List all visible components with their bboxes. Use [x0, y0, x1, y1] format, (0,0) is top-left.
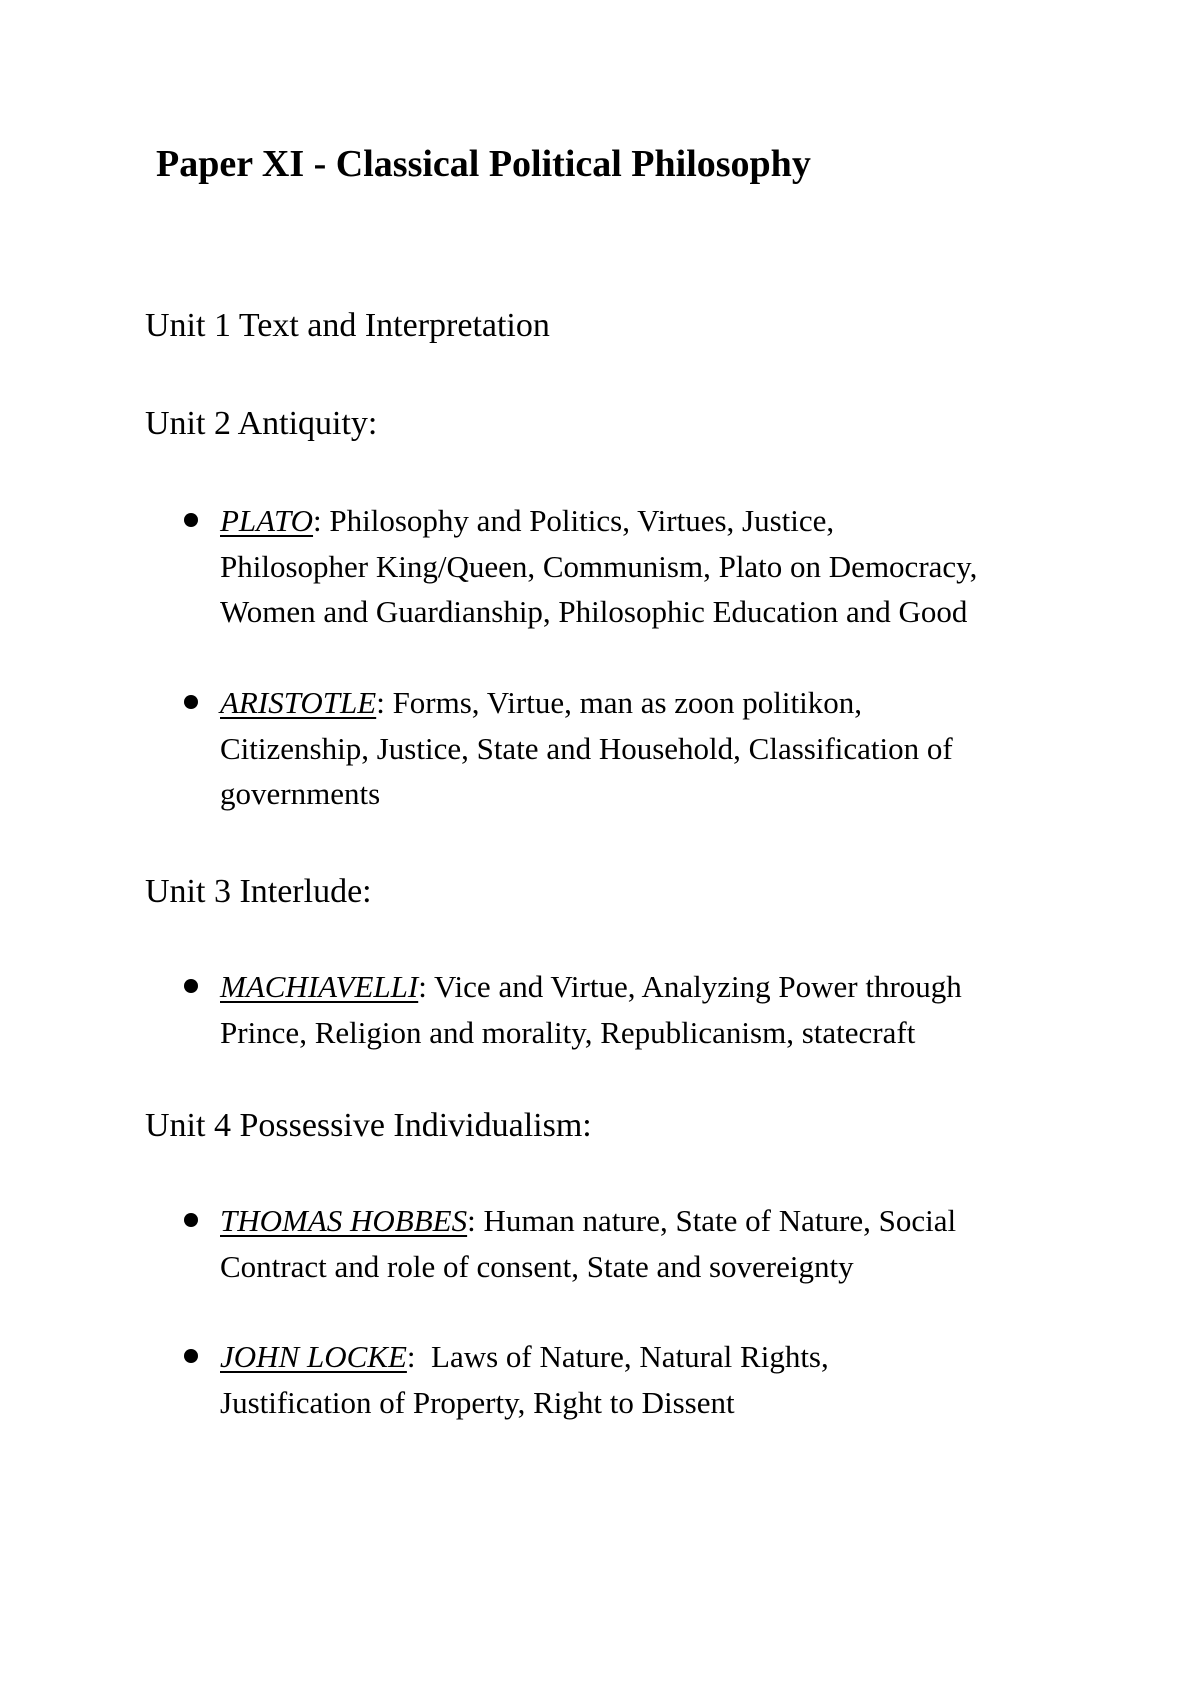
page-title: Paper XI - Classical Political Philosophy: [156, 143, 811, 185]
bullet-icon: [184, 695, 198, 709]
bullet-icon: [184, 1349, 198, 1363]
philosopher-name: ARISTOTLE: [220, 685, 377, 720]
philosopher-name: PLATO: [220, 503, 314, 538]
list-item-text: ARISTOTLE: Forms, Virtue, man as zoon politikon, Citizenship, Justice, State and Household, Classification of governments: [220, 685, 953, 811]
philosopher-name: THOMAS HOBBES: [220, 1203, 468, 1238]
unit-4-heading: Unit 4 Possessive Individualism:: [145, 1107, 592, 1144]
list-item-locke: [184, 1334, 1064, 1425]
bullet-icon: [184, 1213, 198, 1227]
unit-2-heading: Unit 2 Antiquity:: [145, 405, 378, 442]
list-item-text: JOHN LOCKE: Laws of Nature, Natural Rights, Justification of Property, Right to Dissent: [220, 1339, 829, 1420]
list-item-text: THOMAS HOBBES: Human nature, State of Nature, Social Contract and role of consent, State and sovereignty: [220, 1203, 957, 1284]
philosopher-name: MACHIAVELLI: [220, 969, 419, 1004]
philosopher-name: JOHN LOCKE: [220, 1339, 407, 1374]
list-item-machiavelli: [184, 964, 1064, 1055]
list-item-hobbes: [184, 1198, 1064, 1289]
unit-1-heading: Unit 1 Text and Interpretation: [145, 307, 550, 344]
bullet-icon: [184, 513, 198, 527]
list-item-aristotle: [184, 680, 1064, 817]
bullet-icon: [184, 979, 198, 993]
unit-3-heading: Unit 3 Interlude:: [145, 873, 372, 910]
list-item-text: PLATO: Philosophy and Politics, Virtues, Justice, Philosopher King/Queen, Communism, Plato on Democracy, Women and Guardianship, Philosophic Education and Good: [220, 503, 978, 629]
list-item-text: MACHIAVELLI: Vice and Virtue, Analyzing Power through Prince, Religion and morality, Republicanism, statecraft: [220, 969, 962, 1050]
list-item-plato: [184, 498, 1064, 635]
